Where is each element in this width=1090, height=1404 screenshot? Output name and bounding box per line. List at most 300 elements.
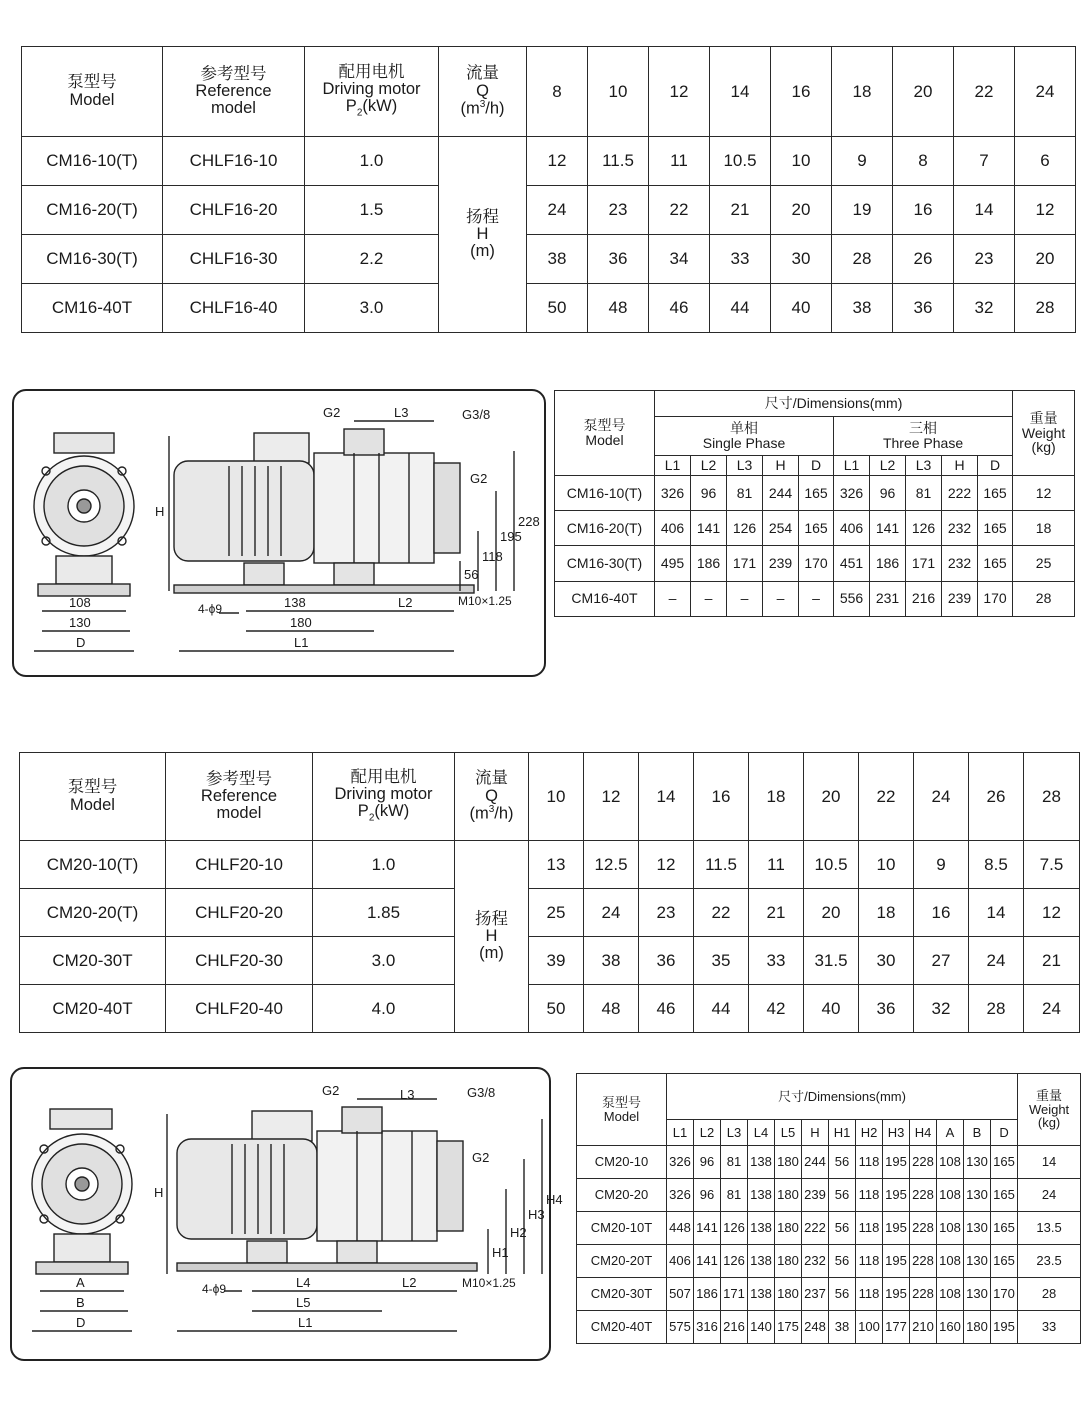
dim-cell: 210 <box>910 1311 937 1344</box>
model-cell: CM16-40T <box>22 284 163 333</box>
table-row <box>22 186 1076 235</box>
dim-cell: 170 <box>799 546 834 581</box>
reference-cell: CHLF20-10 <box>166 841 313 889</box>
dim-cell: 165 <box>991 1245 1018 1278</box>
dim-cell: 118 <box>856 1245 883 1278</box>
col-header: H4 <box>910 1120 937 1146</box>
driving-motor-header: 配用电机 Driving motor $P_2(kW)$ <box>313 753 455 841</box>
weight-cell: 28 <box>1018 1278 1081 1311</box>
dim-cell: 228 <box>910 1245 937 1278</box>
head-cell: 16 <box>893 186 954 235</box>
head-cell: 44 <box>710 284 771 333</box>
dim-cell: 81 <box>721 1146 748 1179</box>
head-cell: 32 <box>914 985 969 1033</box>
reference-model-header: 参考型号 Reference model <box>166 753 313 841</box>
head-cell: 50 <box>529 985 584 1033</box>
pump-drawing-svg <box>12 1069 563 1363</box>
head-cell: 21 <box>1024 937 1080 985</box>
dim-cell: 130 <box>964 1278 991 1311</box>
col-header: L3 <box>721 1120 748 1146</box>
flow-value: 20 <box>804 753 859 841</box>
dim-cell: 186 <box>870 546 906 581</box>
head-cell: 25 <box>529 889 584 937</box>
dim-cell: 165 <box>799 511 834 546</box>
dim-cell: 507 <box>667 1278 694 1311</box>
dim-56-label: 56 <box>464 567 479 582</box>
head-cell: 20 <box>771 186 832 235</box>
dim-cell: 138 <box>748 1212 775 1245</box>
pump-front-view-icon <box>34 433 134 596</box>
dim-cell: 96 <box>694 1179 721 1212</box>
head-cell: 48 <box>588 284 649 333</box>
l4-label: L4 <box>296 1275 311 1290</box>
head-cell: 34 <box>649 235 710 284</box>
col-header: L1 <box>655 455 691 475</box>
head-cell: 14 <box>954 186 1015 235</box>
weight-cell: 28 <box>1013 581 1075 616</box>
h3-label: H3 <box>528 1207 545 1222</box>
head-cell: 12 <box>527 137 588 186</box>
dim-cell: 216 <box>721 1311 748 1344</box>
table-row <box>577 1212 1081 1245</box>
h-label: H <box>154 1185 164 1200</box>
dim-cell: 231 <box>870 581 906 616</box>
dim-cell: 108 <box>937 1146 964 1179</box>
head-cell: 10.5 <box>710 137 771 186</box>
dim-cell: 171 <box>721 1278 748 1311</box>
dim-cell: 495 <box>655 546 691 581</box>
model-cell: CM20-20(T) <box>20 889 166 937</box>
dim-cell: 138 <box>748 1146 775 1179</box>
head-cell: 10 <box>771 137 832 186</box>
dim-228-label: 228 <box>518 514 540 529</box>
model-cell: CM16-40T <box>555 581 655 616</box>
dim-cell: 326 <box>655 475 691 510</box>
col-header: L2 <box>870 455 906 475</box>
dim-cell: 138 <box>748 1278 775 1311</box>
dim-cell: 100 <box>856 1311 883 1344</box>
reference-cell: CHLF20-20 <box>166 889 313 937</box>
d-label: D <box>76 635 86 650</box>
power-cell: 1.0 <box>313 841 455 889</box>
dimensions-table-cm20 <box>576 1073 1081 1344</box>
head-cell: 44 <box>694 985 749 1033</box>
l5-label: L5 <box>296 1295 311 1310</box>
col-header: L5 <box>775 1120 802 1146</box>
pump-front-view-icon <box>32 1109 132 1274</box>
dim-cell: – <box>799 581 834 616</box>
dim-cell: 56 <box>829 1212 856 1245</box>
dim-cell: 326 <box>834 475 870 510</box>
reference-cell: CHLF16-30 <box>163 235 305 284</box>
dim-cell: 254 <box>763 511 799 546</box>
dim-130-label: 130 <box>69 615 91 630</box>
weight-header: 重量 Weight (kg) <box>1018 1074 1081 1146</box>
dim-cell: 228 <box>910 1278 937 1311</box>
model-cell: CM20-30T <box>577 1278 667 1311</box>
col-header: A <box>937 1120 964 1146</box>
dim-cell: 228 <box>910 1179 937 1212</box>
table-row <box>555 511 1075 546</box>
flow-value: 12 <box>584 753 639 841</box>
dim-cell: 239 <box>942 581 978 616</box>
head-cell: 33 <box>749 937 804 985</box>
dimensions-header: 尺寸/Dimensions(mm) <box>655 391 1013 417</box>
dim-cell: 118 <box>856 1212 883 1245</box>
performance-table-cm16 <box>21 46 1076 333</box>
head-cell: 11.5 <box>694 841 749 889</box>
flow-value: 10 <box>529 753 584 841</box>
weight-cell: 12 <box>1013 475 1075 510</box>
table-row <box>22 137 1076 186</box>
power-cell: 2.2 <box>305 235 439 284</box>
dim-cell: 126 <box>906 511 942 546</box>
l1-label: L1 <box>298 1315 313 1330</box>
col-header: H3 <box>883 1120 910 1146</box>
dim-cell: 138 <box>748 1179 775 1212</box>
dim-cell: 141 <box>691 511 727 546</box>
col-header: L3 <box>727 455 763 475</box>
dimensions-header: 尺寸/Dimensions(mm) <box>667 1074 1018 1120</box>
dim-cell: 56 <box>829 1245 856 1278</box>
head-cell: 12 <box>1015 186 1076 235</box>
head-cell: 6 <box>1015 137 1076 186</box>
dim-cell: 180 <box>964 1311 991 1344</box>
head-cell: 11 <box>649 137 710 186</box>
flow-value: 16 <box>771 47 832 137</box>
head-cell: 26 <box>893 235 954 284</box>
dim-cell: 130 <box>964 1212 991 1245</box>
model-cell: CM20-20 <box>577 1179 667 1212</box>
h-label: H <box>155 504 165 519</box>
flow-value: 18 <box>749 753 804 841</box>
flow-value: 22 <box>859 753 914 841</box>
l1-label: L1 <box>294 635 309 650</box>
weight-cell: 14 <box>1018 1146 1081 1179</box>
col-header: H <box>763 455 799 475</box>
dim-138-label: 138 <box>284 595 306 610</box>
dim-118-label: 118 <box>482 549 503 564</box>
model-cell: CM20-40T <box>577 1311 667 1344</box>
head-cell: 12.5 <box>584 841 639 889</box>
g2-top-label: G2 <box>322 1083 340 1098</box>
flow-value: 14 <box>639 753 694 841</box>
head-header: 扬程 H (m) <box>439 137 527 333</box>
head-cell: 10.5 <box>804 841 859 889</box>
head-cell: 28 <box>832 235 893 284</box>
g2-side-label: G2 <box>472 1150 490 1165</box>
dim-cell: 186 <box>691 546 727 581</box>
dim-cell: 81 <box>906 475 942 510</box>
model-cell: CM16-10(T) <box>22 137 163 186</box>
flow-value: 26 <box>969 753 1024 841</box>
table-row <box>20 937 1080 985</box>
flow-header: 流量 Q $(m^3/h)$ <box>455 753 529 841</box>
head-cell: 24 <box>969 937 1024 985</box>
flow-header: 流量 Q $(m^3/h)$ <box>439 47 527 137</box>
l3-label: L3 <box>394 405 409 420</box>
dim-cell: 248 <box>802 1311 829 1344</box>
h2-label: H2 <box>510 1225 527 1240</box>
head-cell: 30 <box>771 235 832 284</box>
head-cell: 39 <box>529 937 584 985</box>
dim-cell: 180 <box>775 1212 802 1245</box>
table-row <box>22 235 1076 284</box>
table-row <box>555 475 1075 510</box>
hole-label: 4-ϕ9 <box>202 1282 227 1296</box>
dim-cell: 118 <box>856 1146 883 1179</box>
flow-value: 16 <box>694 753 749 841</box>
head-cell: 11 <box>749 841 804 889</box>
l2-label: L2 <box>398 595 413 610</box>
three-phase-header: 三相 Three Phase <box>834 417 1013 455</box>
dim-cell: 165 <box>799 475 834 510</box>
dim-cell: 141 <box>694 1212 721 1245</box>
flow-value: 12 <box>649 47 710 137</box>
head-cell: 30 <box>859 937 914 985</box>
pump-dimension-drawing-cm20 <box>10 1067 563 1361</box>
power-cell: 1.0 <box>305 137 439 186</box>
head-cell: 38 <box>832 284 893 333</box>
dim-cell: 108 <box>937 1245 964 1278</box>
table-row <box>577 1311 1081 1344</box>
head-cell: 14 <box>969 889 1024 937</box>
dim-cell: 195 <box>883 1212 910 1245</box>
dim-cell: 118 <box>856 1179 883 1212</box>
head-cell: 22 <box>694 889 749 937</box>
dim-cell: 165 <box>991 1146 1018 1179</box>
model-cell: CM20-30T <box>20 937 166 985</box>
dim-cell: 141 <box>694 1245 721 1278</box>
dim-cell: 232 <box>802 1245 829 1278</box>
dim-cell: 171 <box>906 546 942 581</box>
flow-value: 22 <box>954 47 1015 137</box>
dim-cell: 175 <box>775 1311 802 1344</box>
dim-cell: 180 <box>775 1179 802 1212</box>
model-cell: CM20-10(T) <box>20 841 166 889</box>
head-cell: 23 <box>588 186 649 235</box>
table-row <box>577 1278 1081 1311</box>
head-cell: 24 <box>1024 985 1080 1033</box>
dim-cell: 180 <box>775 1146 802 1179</box>
table-row <box>577 1245 1081 1278</box>
power-cell: 1.85 <box>313 889 455 937</box>
dim-cell: 165 <box>991 1179 1018 1212</box>
table-row <box>555 546 1075 581</box>
dim-cell: 170 <box>978 581 1013 616</box>
col-header: L4 <box>748 1120 775 1146</box>
dim-cell: 108 <box>937 1278 964 1311</box>
dim-cell: – <box>727 581 763 616</box>
dim-cell: 195 <box>883 1278 910 1311</box>
dim-cell: 170 <box>991 1278 1018 1311</box>
head-cell: 12 <box>1024 889 1080 937</box>
head-cell: 40 <box>804 985 859 1033</box>
reference-model-header: 参考型号 Reference model <box>163 47 305 137</box>
head-cell: 10 <box>859 841 914 889</box>
col-header: B <box>964 1120 991 1146</box>
head-cell: 32 <box>954 284 1015 333</box>
dim-cell: 556 <box>834 581 870 616</box>
driving-motor-header: 配用电机 Driving motor $P_2(kW)$ <box>305 47 439 137</box>
head-cell: 18 <box>859 889 914 937</box>
model-cell: CM16-10(T) <box>555 475 655 510</box>
col-header: D <box>991 1120 1018 1146</box>
dim-cell: 180 <box>775 1278 802 1311</box>
model-header: 泵型号 Model <box>577 1074 667 1146</box>
dim-cell: 108 <box>937 1212 964 1245</box>
dim-cell: 222 <box>802 1212 829 1245</box>
dim-cell: – <box>691 581 727 616</box>
head-cell: 46 <box>639 985 694 1033</box>
head-header: 扬程 H (m) <box>455 841 529 1033</box>
table-row <box>20 889 1080 937</box>
table-row <box>577 1146 1081 1179</box>
dim-cell: 96 <box>694 1146 721 1179</box>
dim-cell: 126 <box>721 1212 748 1245</box>
table-row <box>20 841 1080 889</box>
g2-side-label: G2 <box>470 471 488 486</box>
power-cell: 4.0 <box>313 985 455 1033</box>
pump-side-view-icon <box>177 1107 477 1271</box>
head-cell: 50 <box>527 284 588 333</box>
dim-cell: 222 <box>942 475 978 510</box>
power-cell: 3.0 <box>313 937 455 985</box>
weight-cell: 23.5 <box>1018 1245 1081 1278</box>
dim-cell: 177 <box>883 1311 910 1344</box>
dim-cell: 228 <box>910 1146 937 1179</box>
weight-cell: 24 <box>1018 1179 1081 1212</box>
model-cell: CM20-20T <box>577 1245 667 1278</box>
b-label: B <box>76 1295 85 1310</box>
model-header: 泵型号 Model <box>22 47 163 137</box>
head-cell: 9 <box>832 137 893 186</box>
col-header: D <box>799 455 834 475</box>
flow-value: 28 <box>1024 753 1080 841</box>
col-header: H <box>942 455 978 475</box>
pump-drawing-svg <box>14 391 548 679</box>
head-cell: 11.5 <box>588 137 649 186</box>
head-cell: 31.5 <box>804 937 859 985</box>
m10-label: M10×1.25 <box>458 594 512 608</box>
dim-cell: 171 <box>727 546 763 581</box>
col-header: H2 <box>856 1120 883 1146</box>
head-cell: 21 <box>710 186 771 235</box>
weight-header: 重量 Weight (kg) <box>1013 391 1075 476</box>
model-cell: CM20-10 <box>577 1146 667 1179</box>
dim-cell: 244 <box>763 475 799 510</box>
dim-cell: 195 <box>883 1179 910 1212</box>
single-phase-header: 单相 Single Phase <box>655 417 834 455</box>
reference-cell: CHLF16-20 <box>163 186 305 235</box>
dim-cell: 130 <box>964 1146 991 1179</box>
dim-cell: 239 <box>763 546 799 581</box>
table-row <box>577 1179 1081 1212</box>
dim-cell: 81 <box>727 475 763 510</box>
model-cell: CM20-40T <box>20 985 166 1033</box>
head-cell: 36 <box>588 235 649 284</box>
dim-cell: 56 <box>829 1146 856 1179</box>
table-row <box>20 985 1080 1033</box>
reference-cell: CHLF16-10 <box>163 137 305 186</box>
head-cell: 23 <box>639 889 694 937</box>
flow-value: 10 <box>588 47 649 137</box>
dimensions-table-cm16 <box>554 390 1075 617</box>
pump-side-view-icon <box>174 429 474 593</box>
head-cell: 13 <box>529 841 584 889</box>
dim-cell: 406 <box>834 511 870 546</box>
hole-label: 4-ϕ9 <box>198 602 223 616</box>
col-header: L3 <box>906 455 942 475</box>
dim-cell: 239 <box>802 1179 829 1212</box>
dim-cell: 96 <box>691 475 727 510</box>
col-header: L2 <box>691 455 727 475</box>
dim-cell: 186 <box>694 1278 721 1311</box>
head-cell: 7 <box>954 137 1015 186</box>
dim-cell: 141 <box>870 511 906 546</box>
table-row <box>22 284 1076 333</box>
dim-cell: 216 <box>906 581 942 616</box>
dim-cell: 108 <box>937 1179 964 1212</box>
head-cell: 40 <box>771 284 832 333</box>
head-cell: 8.5 <box>969 841 1024 889</box>
dim-cell: 56 <box>829 1278 856 1311</box>
model-cell: CM16-30(T) <box>555 546 655 581</box>
flow-value: 24 <box>914 753 969 841</box>
head-cell: 28 <box>1015 284 1076 333</box>
head-cell: 27 <box>914 937 969 985</box>
flow-value: 8 <box>527 47 588 137</box>
dim-cell: 56 <box>829 1179 856 1212</box>
reference-cell: CHLF20-40 <box>166 985 313 1033</box>
dim-cell: 244 <box>802 1146 829 1179</box>
head-cell: 33 <box>710 235 771 284</box>
head-cell: 24 <box>584 889 639 937</box>
power-cell: 3.0 <box>305 284 439 333</box>
col-header: D <box>978 455 1013 475</box>
dim-cell: 96 <box>870 475 906 510</box>
head-cell: 36 <box>893 284 954 333</box>
head-cell: 35 <box>694 937 749 985</box>
g38-label: G3/8 <box>467 1085 496 1100</box>
l2-label: L2 <box>402 1275 417 1290</box>
col-header: L1 <box>667 1120 694 1146</box>
head-cell: 12 <box>639 841 694 889</box>
dim-cell: 195 <box>883 1146 910 1179</box>
dim-cell: 228 <box>910 1212 937 1245</box>
head-cell: 8 <box>893 137 954 186</box>
head-cell: 24 <box>527 186 588 235</box>
dim-cell: 165 <box>978 511 1013 546</box>
table-row <box>555 581 1075 616</box>
model-cell: CM16-30(T) <box>22 235 163 284</box>
dim-cell: 195 <box>883 1245 910 1278</box>
dim-cell: 165 <box>991 1212 1018 1245</box>
dim-cell: 165 <box>978 546 1013 581</box>
flow-value: 18 <box>832 47 893 137</box>
head-cell: 20 <box>1015 235 1076 284</box>
dim-cell: 126 <box>721 1245 748 1278</box>
head-cell: 36 <box>859 985 914 1033</box>
dim-cell: 232 <box>942 511 978 546</box>
dim-cell: 81 <box>721 1179 748 1212</box>
dim-cell: 126 <box>727 511 763 546</box>
dim-cell: 406 <box>667 1245 694 1278</box>
flow-value: 20 <box>893 47 954 137</box>
dim-cell: 160 <box>937 1311 964 1344</box>
pump-dimension-drawing-cm16 <box>12 389 546 677</box>
col-header: L2 <box>694 1120 721 1146</box>
